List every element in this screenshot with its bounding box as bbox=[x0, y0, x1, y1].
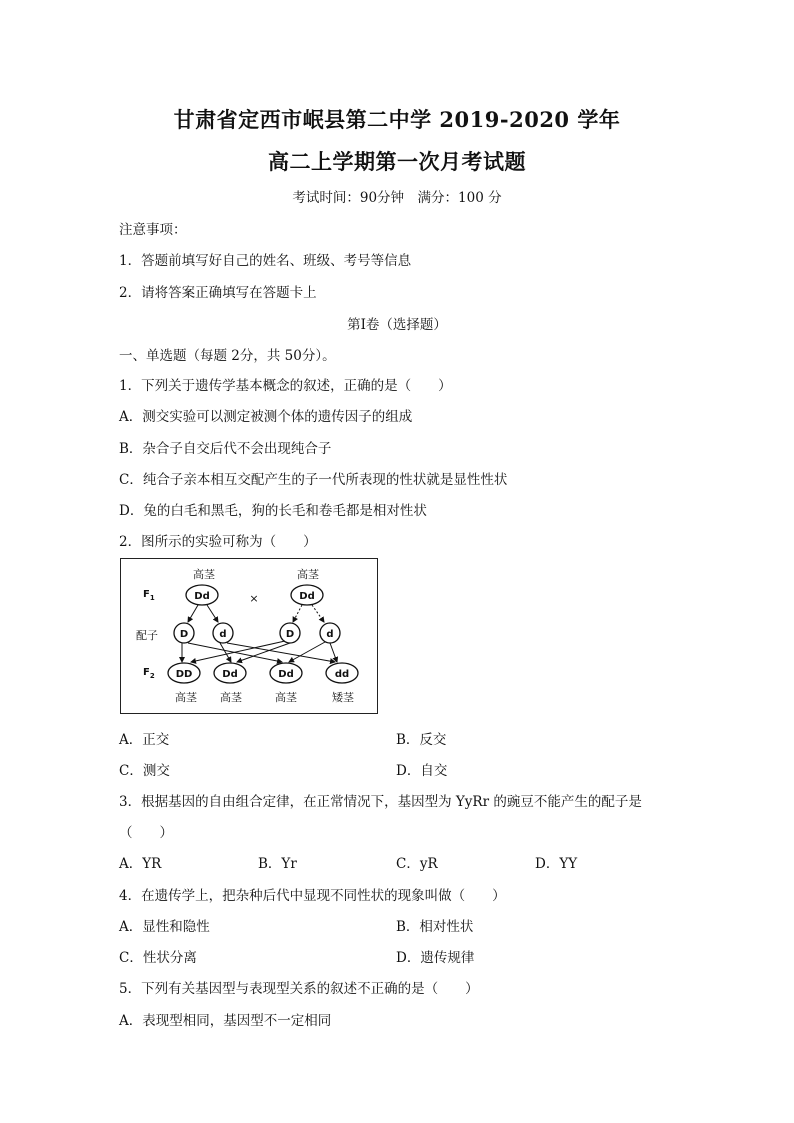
f1-row-label: $F_1$ bbox=[143, 589, 155, 602]
gamete-4-label: d bbox=[326, 629, 334, 640]
arrow-g2-to-o2 bbox=[220, 643, 231, 662]
question-2-option-a: A．正交 bbox=[119, 732, 170, 748]
offspring-2-genotype: Dd bbox=[222, 669, 238, 680]
offspring-2-phenotype: 高茎 bbox=[220, 691, 242, 704]
gamete-row-label: 配子 bbox=[136, 629, 158, 642]
arrow-p2-to-g3 bbox=[293, 605, 302, 622]
question-4-option-d: D．遗传规律 bbox=[396, 950, 475, 966]
question-1-option-d: D．兔的白毛和黑毛，狗的长毛和卷毛都是相对性状 bbox=[119, 503, 427, 519]
question-1-option-c: C．纯合子亲本相互交配产生的子一代所表现的性状就是显性性状 bbox=[119, 472, 508, 488]
arrow-p1-to-g2 bbox=[207, 605, 218, 622]
question-4-option-a: A．显性和隐性 bbox=[119, 919, 210, 935]
cross-symbol: × bbox=[249, 592, 259, 605]
question-5-option-a: A．表现型相同，基因型不一定相同 bbox=[119, 1013, 332, 1029]
question-4-option-c: C．性状分离 bbox=[119, 950, 197, 966]
question-2-option-d: D．自交 bbox=[396, 763, 448, 779]
question-4-stem: 4．在遗传学上，把杂种后代中显现不同性状的现象叫做（ ） bbox=[119, 888, 506, 904]
question-3-stem: 3．根据基因的自由组合定律，在正常情况下，基因型为 YyRr 的豌豆不能产生的配子是 bbox=[119, 794, 642, 810]
arrow-g3-to-o1 bbox=[191, 641, 285, 662]
exam-title-line1: 甘肃省定西市岷县第二中学 2019-2020 学年 bbox=[173, 107, 621, 132]
question-1-stem: 1．下列关于遗传学基本概念的叙述，正确的是（ ） bbox=[119, 378, 452, 394]
question-2-stem: 2．图所示的实验可称为（ ） bbox=[119, 534, 317, 550]
question-2-option-b: B．反交 bbox=[396, 732, 447, 748]
question-3-option-c: C．yR bbox=[396, 856, 438, 872]
section-title: 一、单选题（每题 2分，共 50分）。 bbox=[119, 348, 336, 364]
arrow-p1-to-g1 bbox=[188, 605, 198, 622]
question-3-stem-cont: （ ） bbox=[119, 825, 173, 841]
exam-info: 考试时间：90分钟 满分：100 分 bbox=[292, 190, 502, 206]
note-item-2: 2．请将答案正确填写在答题卡上 bbox=[119, 285, 317, 301]
arrow-g4-to-o4 bbox=[330, 643, 337, 662]
parent-1-label: 高茎 bbox=[193, 568, 215, 581]
exam-title-line2: 高二上学期第一次月考试题 bbox=[268, 149, 526, 174]
note-item-1: 1．答题前填写好自己的姓名、班级、考号等信息 bbox=[119, 253, 412, 269]
gamete-2-label: d bbox=[219, 629, 227, 640]
offspring-3-phenotype: 高茎 bbox=[275, 691, 297, 704]
question-2-option-c: C．测交 bbox=[119, 763, 170, 779]
question-3-option-a: A．YR bbox=[119, 856, 162, 872]
offspring-3-genotype: Dd bbox=[278, 669, 294, 680]
question-4-option-b: B．相对性状 bbox=[396, 919, 474, 935]
parent-2-label: 高茎 bbox=[297, 568, 319, 581]
question-5-stem: 5．下列有关基因型与表现型关系的叙述不正确的是（ ） bbox=[119, 981, 479, 997]
parent-1-genotype: Dd bbox=[194, 591, 210, 602]
part-title: 第Ⅰ卷（选择题） bbox=[347, 317, 447, 333]
offspring-4-genotype: dd bbox=[334, 669, 350, 680]
offspring-1-phenotype: 高茎 bbox=[175, 691, 197, 704]
genetics-cross-diagram bbox=[120, 558, 378, 714]
gamete-3-label: D bbox=[285, 629, 295, 640]
question-3-option-b: B．Yr bbox=[258, 856, 297, 872]
offspring-4-phenotype: 矮茎 bbox=[332, 691, 354, 704]
question-1-option-b: B．杂合子自交后代不会出现纯合子 bbox=[119, 441, 332, 457]
arrow-p2-to-g4 bbox=[312, 605, 324, 622]
offspring-1-genotype: DD bbox=[175, 669, 193, 680]
cross-diagram-svg bbox=[121, 559, 377, 713]
f2-row-label: $F_2$ bbox=[143, 667, 155, 680]
question-3-option-d: D．YY bbox=[535, 856, 578, 872]
parent-2-genotype: Dd bbox=[299, 591, 315, 602]
gamete-1-label: D bbox=[179, 629, 189, 640]
notes-heading: 注意事项： bbox=[119, 222, 187, 238]
question-1-option-a: A．测交实验可以测定被测个体的遗传因子的组成 bbox=[119, 409, 413, 425]
